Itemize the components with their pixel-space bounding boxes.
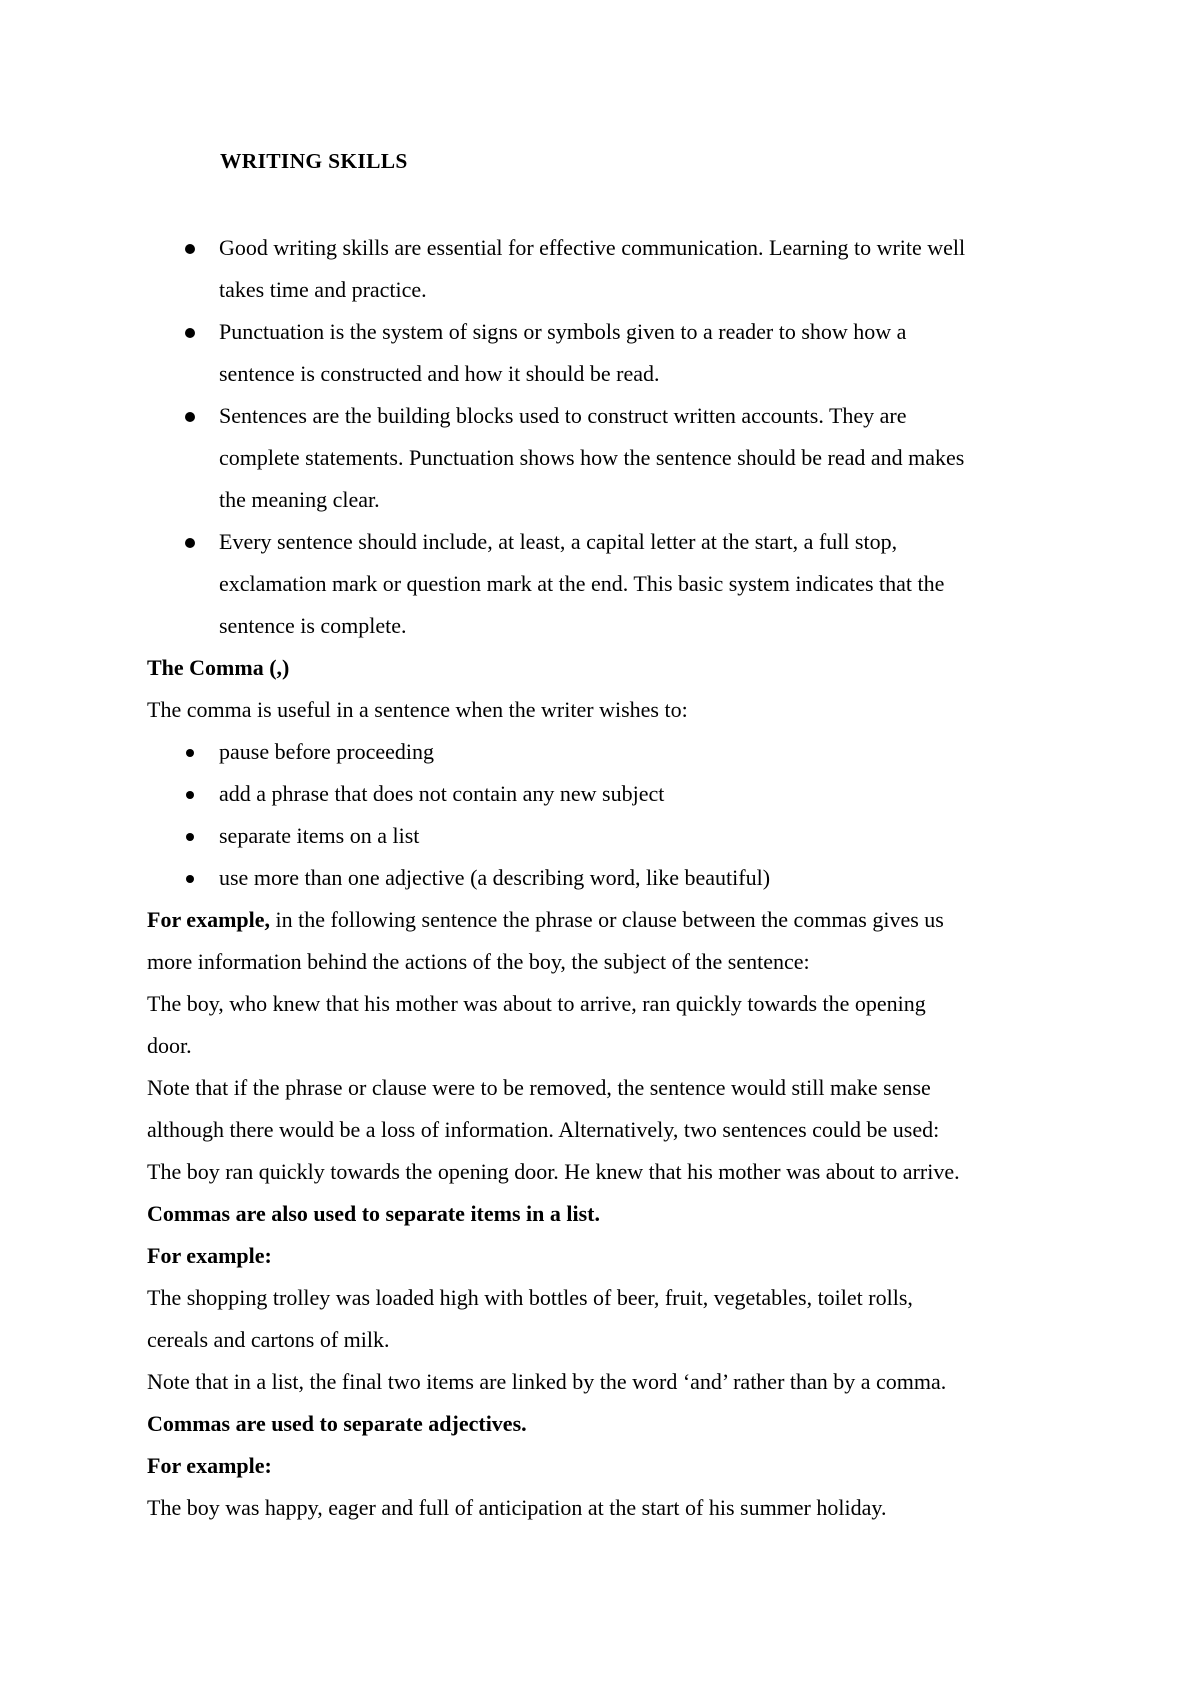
example-1-note-line-2: although there would be a loss of information. Alternatively, two sentences could be used: bbox=[147, 1117, 940, 1142]
list-section-example-line-1: The shopping trolley was loaded high with bottles of beer, fruit, vegetables, toilet rolls, bbox=[147, 1285, 913, 1310]
bullet-icon bbox=[186, 749, 194, 757]
example-1-line-1-rest: in the following sentence the phrase or clause between the commas gives us bbox=[270, 907, 944, 932]
list-section-note: Note that in a list, the final two items are linked by the word ‘and’ rather than by a comma. bbox=[147, 1369, 947, 1394]
comma-use-4: use more than one adjective (a describing word, like beautiful) bbox=[219, 865, 771, 890]
intro-bullet-4-line-1: Every sentence should include, at least, a capital letter at the start, a full stop, bbox=[219, 529, 898, 554]
example-1-note-line-3: The boy ran quickly towards the opening door. He knew that his mother was about to arrive. bbox=[147, 1159, 960, 1184]
comma-heading: The Comma (,) bbox=[147, 655, 290, 680]
intro-bullet-4-line-3: sentence is complete. bbox=[219, 613, 407, 638]
bullet-icon bbox=[185, 412, 195, 422]
intro-bullet-2-line-2: sentence is constructed and how it should be read. bbox=[219, 361, 660, 386]
example-1-line-2: more information behind the actions of the boy, the subject of the sentence: bbox=[147, 949, 810, 974]
example-1-sentence-line-1: The boy, who knew that his mother was about to arrive, ran quickly towards the opening bbox=[147, 991, 926, 1016]
intro-bullet-2-line-1: Punctuation is the system of signs or symbols given to a reader to show how a bbox=[219, 319, 907, 344]
bullet-icon bbox=[185, 328, 195, 338]
list-section-example-line-2: cereals and cartons of milk. bbox=[147, 1327, 390, 1352]
intro-bullet-1-line-2: takes time and practice. bbox=[219, 277, 427, 302]
bullet-icon bbox=[185, 244, 195, 254]
bullet-icon bbox=[186, 791, 194, 799]
comma-use-2: add a phrase that does not contain any new subject bbox=[219, 781, 665, 806]
list-section-heading: Commas are also used to separate items in a list. bbox=[147, 1201, 600, 1226]
adjective-section-example-label: For example: bbox=[147, 1453, 272, 1478]
comma-intro: The comma is useful in a sentence when the writer wishes to: bbox=[147, 697, 688, 722]
intro-bullet-3-line-2: complete statements. Punctuation shows how the sentence should be read and makes bbox=[219, 445, 965, 470]
intro-bullet-3-line-3: the meaning clear. bbox=[219, 487, 380, 512]
example-1-lead: For example, bbox=[147, 907, 271, 932]
bullet-icon bbox=[185, 538, 195, 548]
comma-use-3: separate items on a list bbox=[219, 823, 420, 848]
adjective-section-heading: Commas are used to separate adjectives. bbox=[147, 1411, 527, 1436]
adjective-section-example-line-1: The boy was happy, eager and full of anticipation at the start of his summer holiday. bbox=[147, 1495, 887, 1520]
intro-bullet-1-line-1: Good writing skills are essential for effective communication. Learning to write well bbox=[219, 235, 966, 260]
comma-use-1: pause before proceeding bbox=[219, 739, 435, 764]
list-section-example-label: For example: bbox=[147, 1243, 272, 1268]
page-title: WRITING SKILLS bbox=[220, 149, 408, 173]
intro-bullet-3-line-1: Sentences are the building blocks used to construct written accounts. They are bbox=[219, 403, 907, 428]
bullet-icon bbox=[186, 875, 194, 883]
bullet-icon bbox=[186, 833, 194, 841]
example-1-sentence-line-2: door. bbox=[147, 1033, 192, 1058]
example-1-line-1 bbox=[147, 906, 944, 934]
example-1-note-line-1: Note that if the phrase or clause were to be removed, the sentence would still make sense bbox=[147, 1075, 931, 1100]
intro-bullet-4-line-2: exclamation mark or question mark at the end. This basic system indicates that the bbox=[219, 571, 945, 596]
